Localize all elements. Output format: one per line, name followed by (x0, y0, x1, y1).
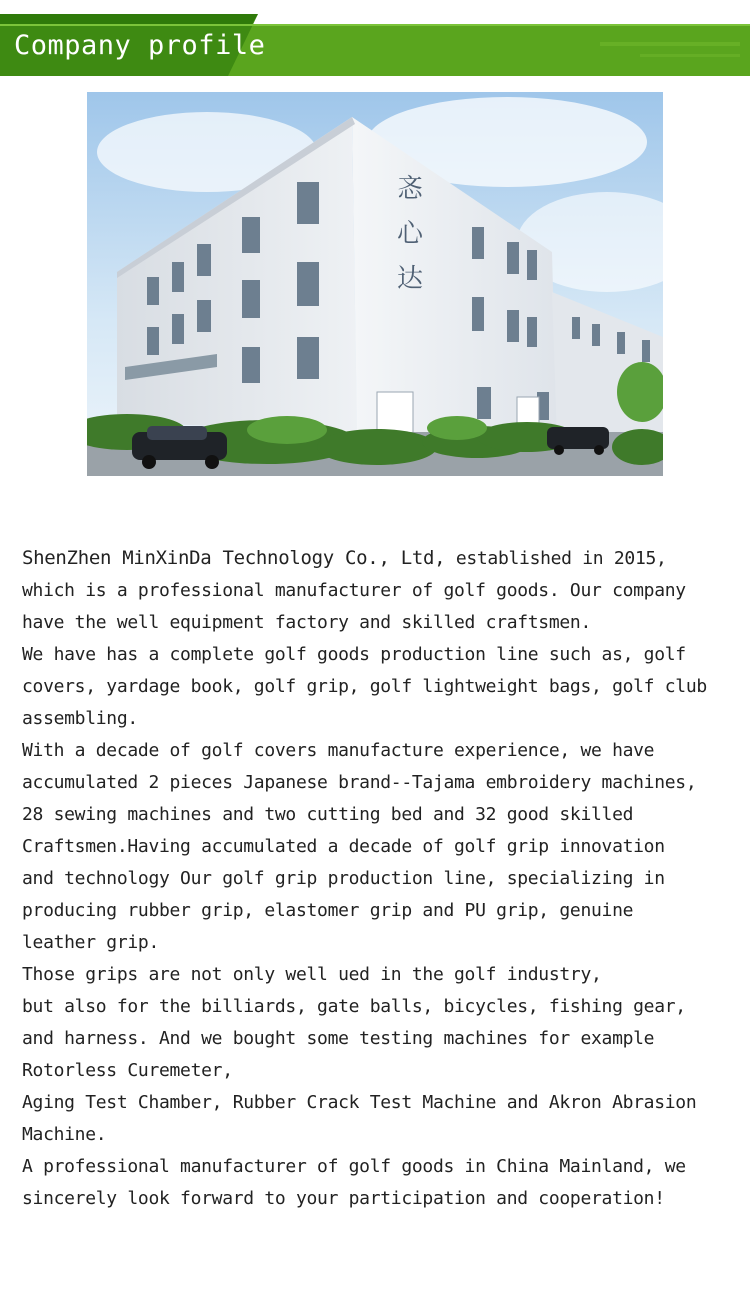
company-name: ShenZhen MinXinDa Technology Co., Ltd, (22, 547, 446, 569)
profile-line-9: 28 sewing machines and two cutting bed and 32 good skilled (22, 804, 634, 825)
profile-line-11: and technology Our golf grip production line, specializing in (22, 868, 665, 889)
profile-line-1-rest: established in 2015, (445, 548, 667, 569)
profile-line-18: Aging Test Chamber, Rubber Crack Test Machine and Akron Abrasion (22, 1092, 697, 1113)
profile-line-19: Machine. (22, 1124, 107, 1145)
profile-line-6: assembling. (22, 708, 138, 729)
profile-line-8: accumulated 2 pieces Japanese brand--Tajama embroidery machines, (22, 772, 697, 793)
profile-line-17: Rotorless Curemeter, (22, 1060, 233, 1081)
profile-line-15: but also for the billiards, gate balls, bicycles, fishing gear, (22, 996, 686, 1017)
building-illustration (87, 92, 663, 476)
profile-line-3: have the well equipment factory and skilled craftsmen. (22, 612, 591, 633)
building-sign-char-1: 忞 (397, 174, 424, 204)
profile-line-20: A professional manufacturer of golf goods in China Mainland, we (22, 1156, 686, 1177)
building-sign-char-3: 达 (397, 264, 424, 294)
profile-line-7: With a decade of golf covers manufacture experience, we have (22, 740, 655, 761)
profile-line-14: Those grips are not only well ued in the golf industry, (22, 964, 602, 985)
profile-line-10: Craftsmen.Having accumulated a decade of golf grip innovation (22, 836, 665, 857)
profile-line-12: producing rubber grip, elastomer grip and PU grip, genuine (22, 900, 634, 921)
profile-line-1 (22, 542, 742, 575)
building-photo (87, 92, 663, 476)
profile-line-5: covers, yardage book, golf grip, golf lightweight bags, golf club (22, 676, 707, 697)
profile-line-21: sincerely look forward to your participation and cooperation! (22, 1188, 665, 1209)
profile-line-2: which is a professional manufacturer of golf goods. Our company (22, 580, 686, 601)
building-sign-char-2: 心 (397, 219, 424, 249)
section-header (0, 14, 750, 76)
page-title: Company profile (14, 30, 266, 61)
profile-line-16: and harness. And we bought some testing machines for example (22, 1028, 655, 1049)
profile-line-13: leather grip. (22, 932, 159, 953)
profile-line-4: We have has a complete golf goods production line such as, golf (22, 644, 686, 665)
company-profile-text (22, 542, 742, 1215)
